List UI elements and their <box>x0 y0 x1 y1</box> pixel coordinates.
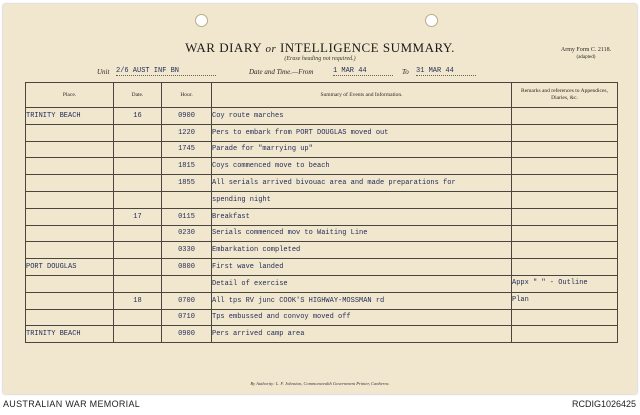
cell-date <box>114 225 162 242</box>
table-row <box>26 108 618 125</box>
cell-summary: spending night <box>212 191 512 208</box>
cell-date <box>114 175 162 192</box>
cell-remarks <box>512 175 618 192</box>
datetime-label: Date and Time.—From <box>249 68 314 76</box>
form-title <box>3 40 637 56</box>
cell-place <box>26 191 114 208</box>
table-row <box>26 158 618 175</box>
cell-place <box>26 124 114 141</box>
cell-date <box>114 242 162 259</box>
cell-place: TRINITY BEACH <box>26 326 114 343</box>
cell-remarks <box>512 259 618 276</box>
form-note: (adapted) <box>576 55 596 60</box>
cell-remarks <box>512 191 618 208</box>
table-row <box>26 275 618 292</box>
cell-date: 16 <box>114 108 162 125</box>
punch-hole <box>425 14 438 27</box>
cell-hour: 1220 <box>162 124 212 141</box>
cell-summary: Pers arrived camp area <box>212 326 512 343</box>
cell-place <box>26 292 114 309</box>
table-row <box>26 124 618 141</box>
cell-summary: Breakfast <box>212 208 512 225</box>
unit-label: Unit <box>97 68 110 76</box>
cell-remarks <box>512 225 618 242</box>
diary-table <box>25 82 618 343</box>
cell-place <box>26 275 114 292</box>
cell-date <box>114 309 162 326</box>
cell-date: 17 <box>114 208 162 225</box>
column-header-hour: Hour. <box>162 83 212 108</box>
to-value: 31 MAR 44 <box>416 67 476 76</box>
column-header-place: Place. <box>26 83 114 108</box>
cell-hour: 0700 <box>162 292 212 309</box>
cell-hour: 0710 <box>162 309 212 326</box>
cell-hour: 0900 <box>162 326 212 343</box>
cell-summary: All tps RV junc COOK'S HIGHWAY-MOSSMAN rd <box>212 292 512 309</box>
cell-summary: Coys commenced move to beach <box>212 158 512 175</box>
table-row <box>26 191 618 208</box>
cell-hour: 0800 <box>162 259 212 276</box>
form-number <box>551 46 621 62</box>
table-row <box>26 175 618 192</box>
unit-line <box>3 68 637 82</box>
cell-place <box>26 309 114 326</box>
cell-hour: 1745 <box>162 141 212 158</box>
cell-date <box>114 141 162 158</box>
cell-date <box>114 275 162 292</box>
from-value: 1 MAR 44 <box>333 67 393 76</box>
cell-remarks: Appx " " - Outline <box>512 275 618 292</box>
cell-summary: Embarkation completed <box>212 242 512 259</box>
cell-place <box>26 225 114 242</box>
cell-date <box>114 124 162 141</box>
column-header-date: Date. <box>114 83 162 108</box>
cell-summary: Tps embussed and convoy moved off <box>212 309 512 326</box>
table-row <box>26 225 618 242</box>
cell-remarks <box>512 124 618 141</box>
cell-summary: Pers to embark from PORT DOUGLAS moved out <box>212 124 512 141</box>
table-row <box>26 309 618 326</box>
cell-hour: 0330 <box>162 242 212 259</box>
table-row <box>26 141 618 158</box>
cell-hour: 0115 <box>162 208 212 225</box>
cell-summary: All serials arrived bivouac area and made preparations for <box>212 175 512 192</box>
cell-date <box>114 191 162 208</box>
cell-place <box>26 242 114 259</box>
cell-date <box>114 259 162 276</box>
authority-line: By Authority: L. F. Johnston, Commonwealth Government Printer, Canberra. <box>250 381 390 386</box>
footer-archive-name: AUSTRALIAN WAR MEMORIAL <box>3 399 141 409</box>
diary-sheet <box>3 4 637 394</box>
cell-remarks <box>512 158 618 175</box>
cell-hour <box>162 275 212 292</box>
form-number-text: Army Form C. 2118. <box>560 47 612 53</box>
table-row <box>26 259 618 276</box>
title-intelligence-summary: INTELLIGENCE SUMMARY. <box>279 40 455 55</box>
cell-date: 18 <box>114 292 162 309</box>
cell-place: PORT DOUGLAS <box>26 259 114 276</box>
column-header-summary: Summary of Events and Information. <box>212 83 512 108</box>
cell-place <box>26 208 114 225</box>
footer-record-id: RCDIG1026425 <box>571 399 636 409</box>
cell-remarks <box>512 309 618 326</box>
cell-remarks <box>512 242 618 259</box>
title-war-diary: WAR DIARY <box>185 40 262 55</box>
table-row <box>26 292 618 309</box>
cell-summary: Serials commenced mov to Waiting Line <box>212 225 512 242</box>
unit-value: 2/6 AUST INF BN <box>116 67 216 76</box>
cell-remarks <box>512 326 618 343</box>
cell-hour: 1855 <box>162 175 212 192</box>
cell-place <box>26 175 114 192</box>
cell-remarks <box>512 141 618 158</box>
column-header-remarks: Remarks and references to Appendices, Diaries, &c. <box>512 83 618 108</box>
cell-summary: First wave landed <box>212 259 512 276</box>
cell-remarks <box>512 208 618 225</box>
table-row <box>26 208 618 225</box>
cell-summary: Detail of exercise <box>212 275 512 292</box>
cell-summary: Parade for "marrying up" <box>212 141 512 158</box>
to-label: To <box>402 68 409 76</box>
table-row <box>26 326 618 343</box>
cell-place <box>26 141 114 158</box>
cell-remarks: Plan <box>512 292 618 309</box>
punch-hole <box>195 14 208 27</box>
cell-remarks <box>512 108 618 125</box>
title-or: or <box>265 43 277 55</box>
cell-hour: 0230 <box>162 225 212 242</box>
table-row <box>26 242 618 259</box>
cell-hour <box>162 191 212 208</box>
cell-summary: Coy route marches <box>212 108 512 125</box>
cell-date <box>114 326 162 343</box>
table-header-row <box>26 83 618 108</box>
cell-hour: 1815 <box>162 158 212 175</box>
form-subtitle: (Erase heading not required.) <box>284 56 356 62</box>
cell-hour: 0900 <box>162 108 212 125</box>
cell-place <box>26 158 114 175</box>
cell-place: TRINITY BEACH <box>26 108 114 125</box>
cell-date <box>114 158 162 175</box>
